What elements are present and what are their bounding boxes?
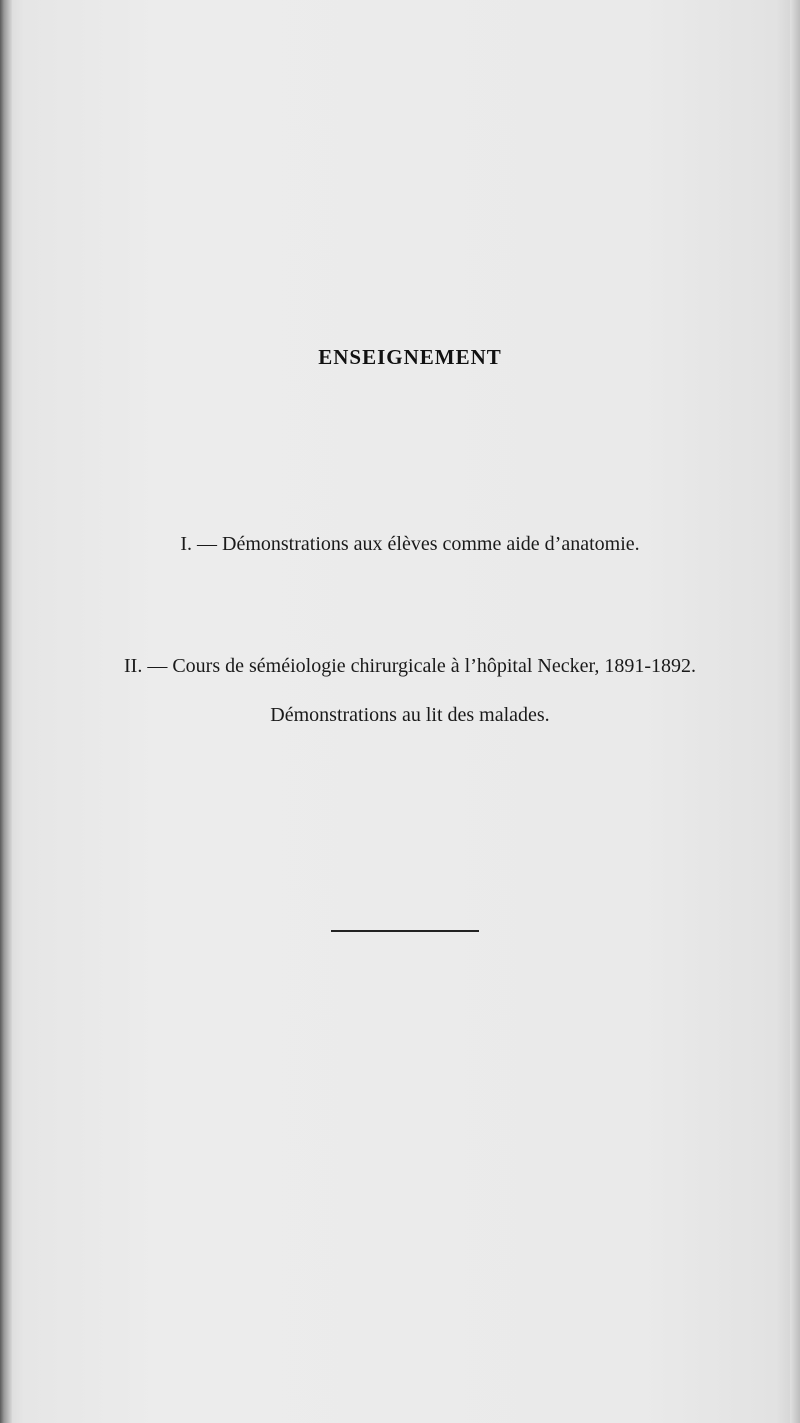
section-heading: ENSEIGNEMENT [318, 345, 502, 369]
item-1-line: I. — Démonstrations aux élèves comme aide d’anatomie. [180, 533, 640, 555]
item-2-subline: Démonstrations au lit des malades. [270, 704, 550, 726]
item-2-line: II. — Cours de séméiologie chirurgicale à l’hôpital Necker, 1891-1892. [124, 655, 696, 677]
section-end-rule [331, 930, 479, 932]
